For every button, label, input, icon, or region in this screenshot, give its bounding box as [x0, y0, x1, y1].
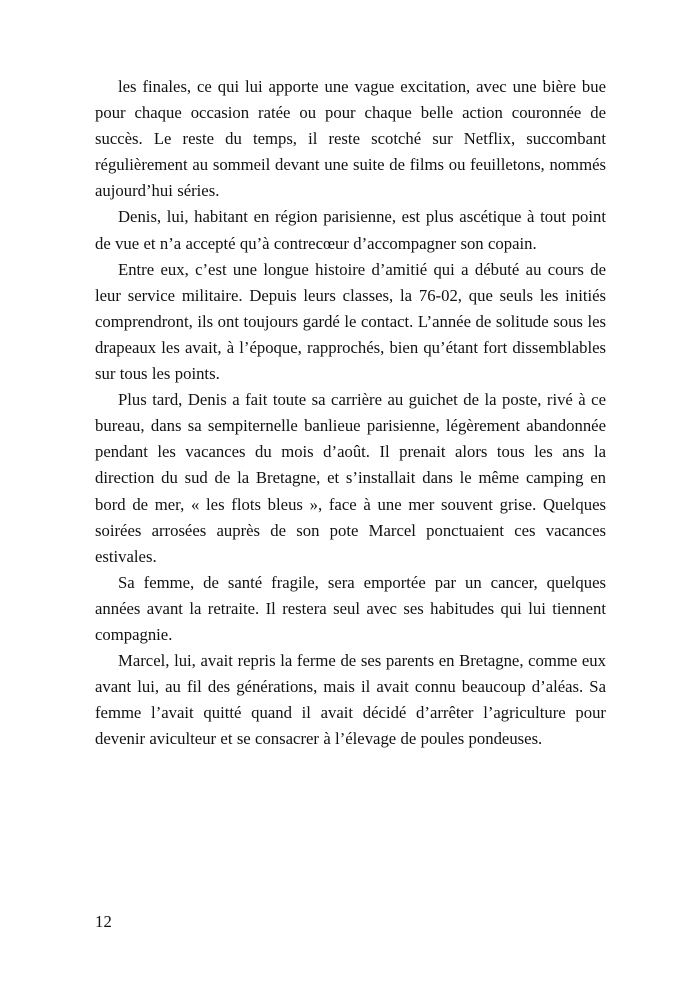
paragraph: Entre eux, c’est une longue histoire d’amitié qui a débuté au cours de leur service militaire. Depuis leurs classes, la 76-02, que seuls les initiés comprendront, ils ont toujours gardé le contact. L’année de solitude sous les drapeaux les avait, à l’époque, rapprochés, bien qu’étant fort dissemblables sur tous les points.: [95, 259, 606, 384]
page-body-text: [95, 74, 606, 752]
paragraph: Sa femme, de santé fragile, sera emportée par un cancer, quelques années avant la retraite. Il restera seul avec ses habitudes qui lui tiennent compagnie.: [95, 572, 606, 644]
paragraph: les finales, ce qui lui apporte une vague excitation, avec une bière bue pour chaque occasion ratée ou pour chaque belle action couronnée de succès. Le reste du temps, il reste scotché sur Netflix, succombant régulièrement au sommeil devant une suite de films ou feuilletons, nommés aujourd’hui séries.: [95, 77, 606, 201]
page-number: 12: [95, 912, 113, 931]
paragraph: Marcel, lui, avait repris la ferme de ses parents en Bretagne, comme eux avant lui, au fil des générations, mais il avait connu beaucoup d’aléas. Sa femme l’avait quitté quand il avait décidé d’arrêter l’agriculture pour devenir aviculteur et se consacrer à l’élevage de poules pondeuses.: [95, 651, 606, 749]
paragraph: Plus tard, Denis a fait toute sa carrière au guichet de la poste, rivé à ce bureau, dans sa sempiternelle banlieue parisienne, légèrement abandonnée pendant les vacances du mois d’août. Il prenait alors tous les ans la direction du sud de la Bretagne, et s’installait dans le même camping en bord de mer, « les flots bleus », face à une mer souvent grise. Quelques soirées arrosées auprès de son pote Marcel ponctuaient ces vacances estivales.: [95, 390, 606, 566]
paragraph: Denis, lui, habitant en région parisienne, est plus ascétique à tout point de vue et n’a accepté qu’à contrecœur d’accompagner son copain.: [95, 207, 606, 253]
